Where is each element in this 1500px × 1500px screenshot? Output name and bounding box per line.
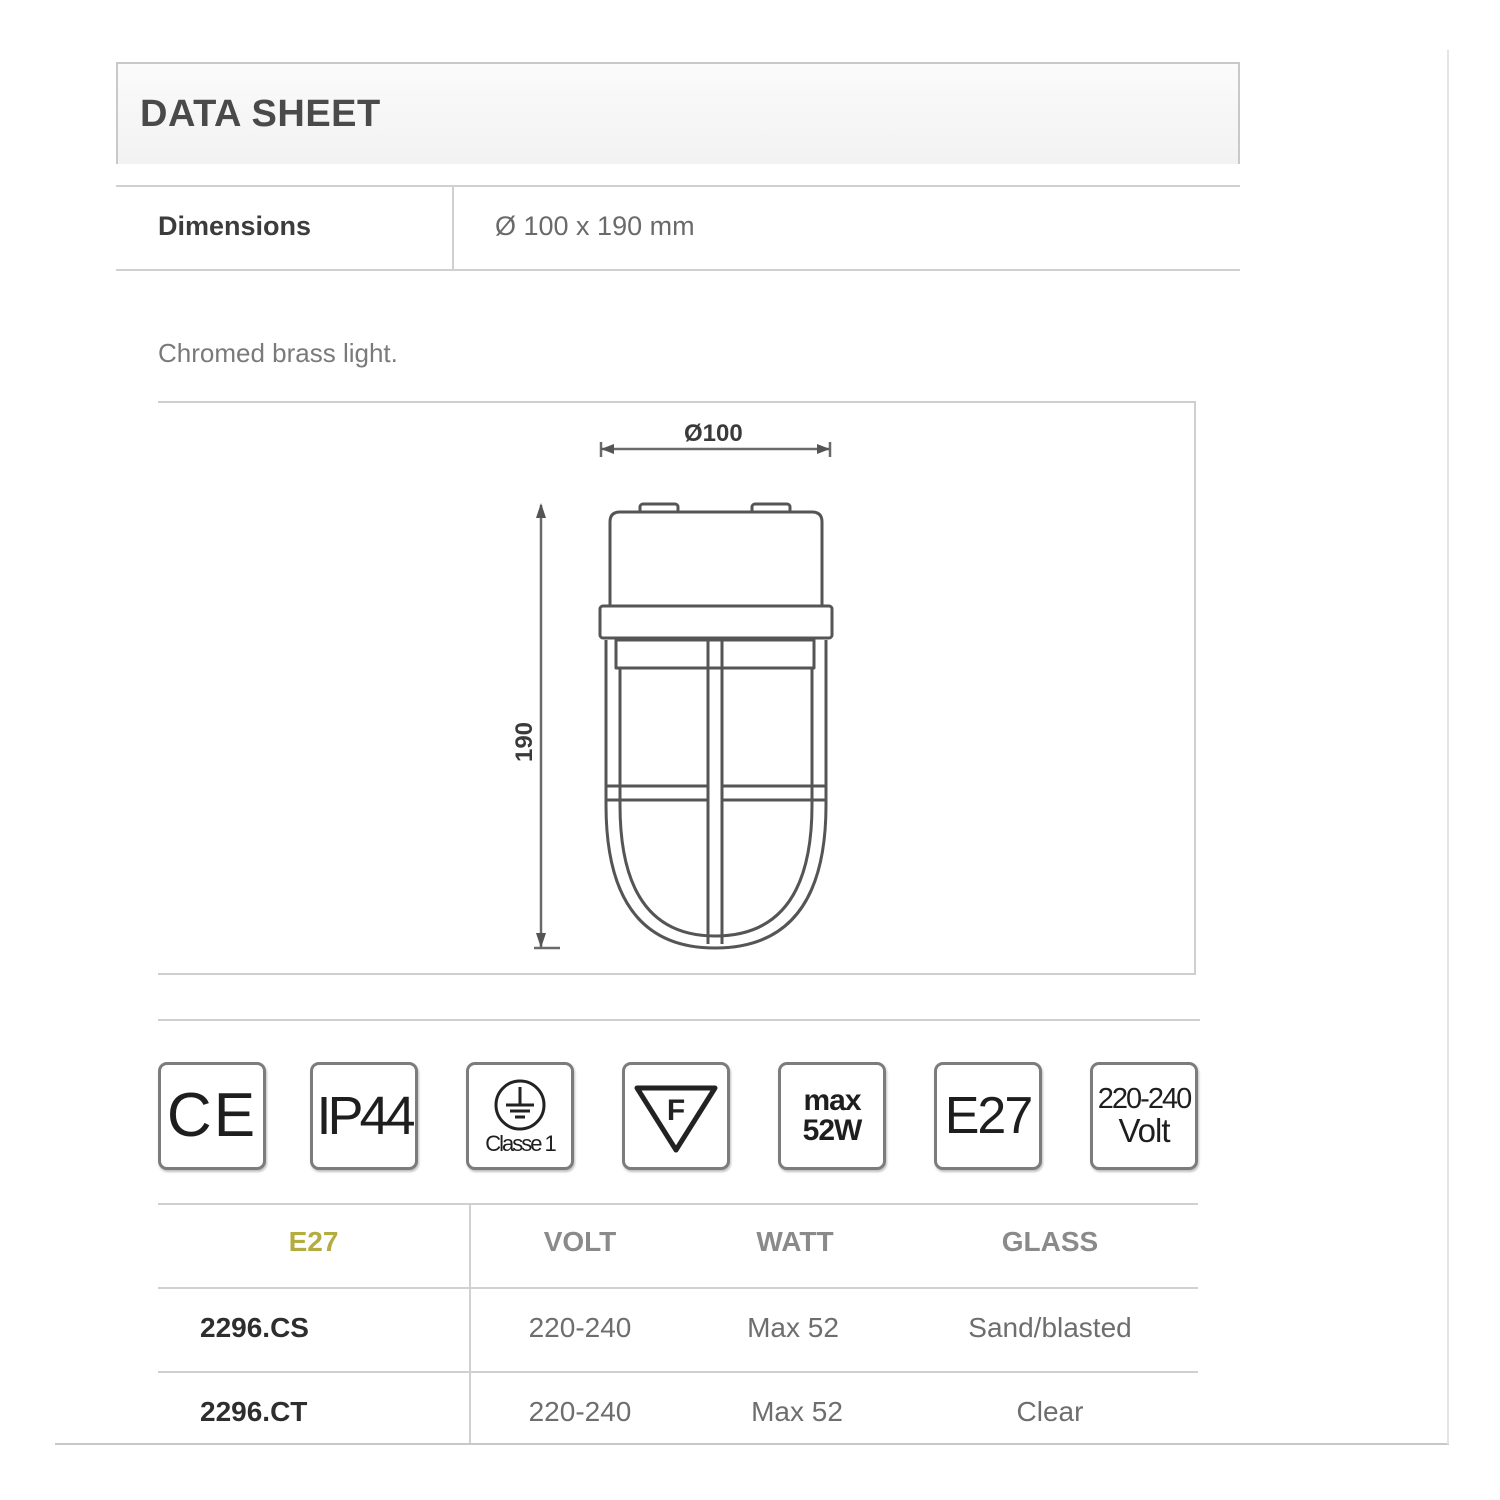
page-right-border <box>1447 50 1449 1444</box>
watt-cell: Max 52 <box>751 1396 843 1427</box>
f-mark-icon <box>622 1062 730 1170</box>
height-dimension-label: 190 <box>511 721 538 763</box>
divider <box>469 1204 471 1444</box>
e27-icon: E27 <box>934 1062 1042 1170</box>
watt-cell: Max 52 <box>747 1312 839 1343</box>
ce-mark-icon: CE <box>158 1062 266 1170</box>
svg-text:F: F <box>666 1094 686 1127</box>
product-code: 2296.CS <box>200 1312 309 1343</box>
dimensions-value: Ø 100 x 190 mm <box>495 211 695 241</box>
ip44-icon: IP44 <box>310 1062 418 1170</box>
ground-symbol-icon <box>490 1077 550 1133</box>
width-dimension-label: Ø100 <box>684 420 743 447</box>
divider <box>158 1019 1200 1021</box>
table-header-watt: WATT <box>756 1226 834 1257</box>
page-title: DATA SHEET <box>140 93 381 135</box>
table-header-e27: E27 <box>288 1226 339 1257</box>
divider <box>158 1371 1198 1373</box>
classe-1-icon: Classe 1 <box>466 1062 574 1170</box>
glass-cell: Sand/blasted <box>968 1312 1132 1343</box>
table-header-glass: GLASS <box>1001 1226 1099 1257</box>
divider <box>158 1287 1198 1289</box>
glass-cell: Clear <box>1016 1396 1084 1427</box>
product-code: 2296.CT <box>200 1396 308 1427</box>
divider <box>158 1203 1198 1205</box>
product-description: Chromed brass light. <box>158 338 398 368</box>
max-watt-icon: max 52W <box>778 1062 886 1170</box>
voltage-icon: 220-240 Volt <box>1090 1062 1198 1170</box>
volt-cell: 220-240 <box>528 1312 632 1343</box>
page-bottom-border <box>55 1443 1449 1445</box>
volt-cell: 220-240 <box>528 1396 632 1427</box>
table-header-volt: VOLT <box>543 1226 617 1257</box>
dimensions-label: Dimensions <box>158 211 312 241</box>
